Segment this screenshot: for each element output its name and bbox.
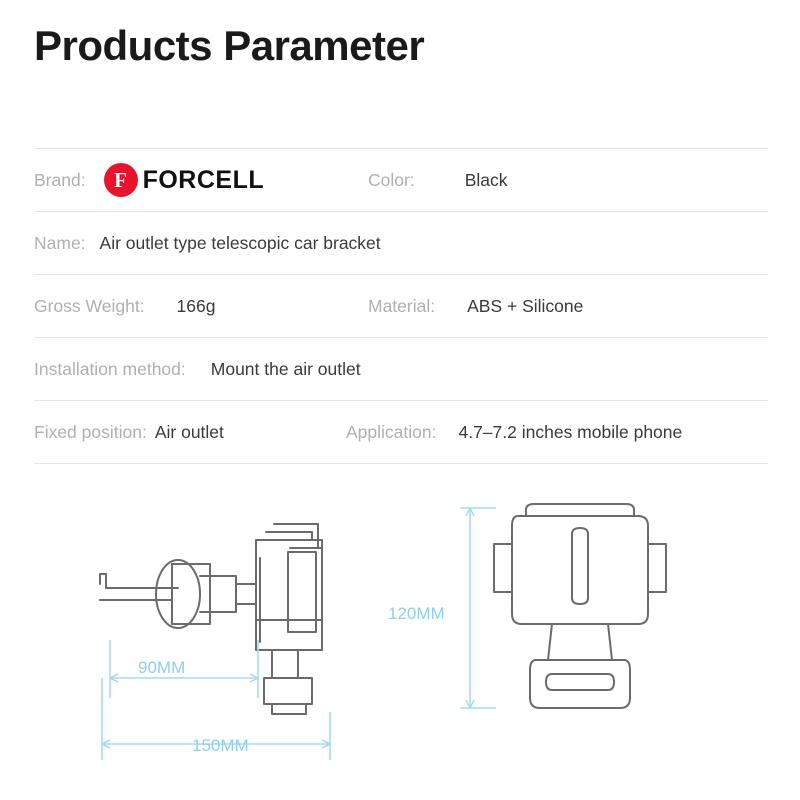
dimension-label-120mm: 120MM: [388, 604, 445, 623]
spec-label-gross-weight: Gross Weight:: [34, 295, 145, 316]
dimension-label-90mm: 90MM: [138, 658, 186, 677]
table-row: [34, 148, 768, 211]
spec-value-application: 4.7–7.2 inches mobile phone: [458, 421, 683, 442]
spec-label-brand: Brand:: [34, 169, 86, 190]
spec-cell-material: [368, 296, 583, 317]
table-row: [34, 211, 768, 274]
product-dimension-diagram: [0, 492, 800, 800]
spec-value-color: Black: [464, 169, 508, 190]
spec-label-installation-method: Installation method:: [34, 358, 186, 379]
spec-value-installation-method: Mount the air outlet: [210, 358, 361, 379]
spec-value-fixed-position: Air outlet: [154, 421, 224, 442]
spec-cell-name: [34, 233, 381, 254]
forcell-logo: [104, 163, 265, 197]
spec-label-fixed-position: Fixed position:: [34, 421, 147, 442]
spec-cell-color: [368, 170, 507, 191]
spec-cell-brand: [34, 163, 264, 197]
front-view-dimension-lines: [440, 492, 560, 800]
spec-label-name: Name:: [34, 232, 86, 253]
table-row: [34, 400, 768, 464]
spec-label-material: Material:: [368, 295, 436, 316]
spec-cell-application: [346, 422, 682, 443]
spec-label-application: Application:: [346, 421, 437, 442]
page-title: Products Parameter: [34, 22, 425, 69]
forcell-wordmark: FORCELL: [142, 165, 265, 194]
spec-value-material: ABS + Silicone: [467, 295, 584, 316]
specifications-table: [34, 148, 768, 464]
spec-label-color: Color:: [368, 169, 415, 190]
table-row: [34, 337, 768, 400]
forcell-mark-icon: F: [104, 163, 138, 197]
spec-value-name: Air outlet type telescopic car bracket: [99, 232, 381, 253]
side-view-dimension-lines: [40, 492, 460, 800]
spec-cell-installation-method: [34, 359, 361, 380]
spec-value-gross-weight: 166g: [176, 295, 216, 316]
dimension-label-150mm: 150MM: [192, 736, 249, 755]
table-row: [34, 274, 768, 337]
spec-cell-gross-weight: [34, 296, 215, 317]
spec-cell-fixed-position: [34, 422, 224, 443]
